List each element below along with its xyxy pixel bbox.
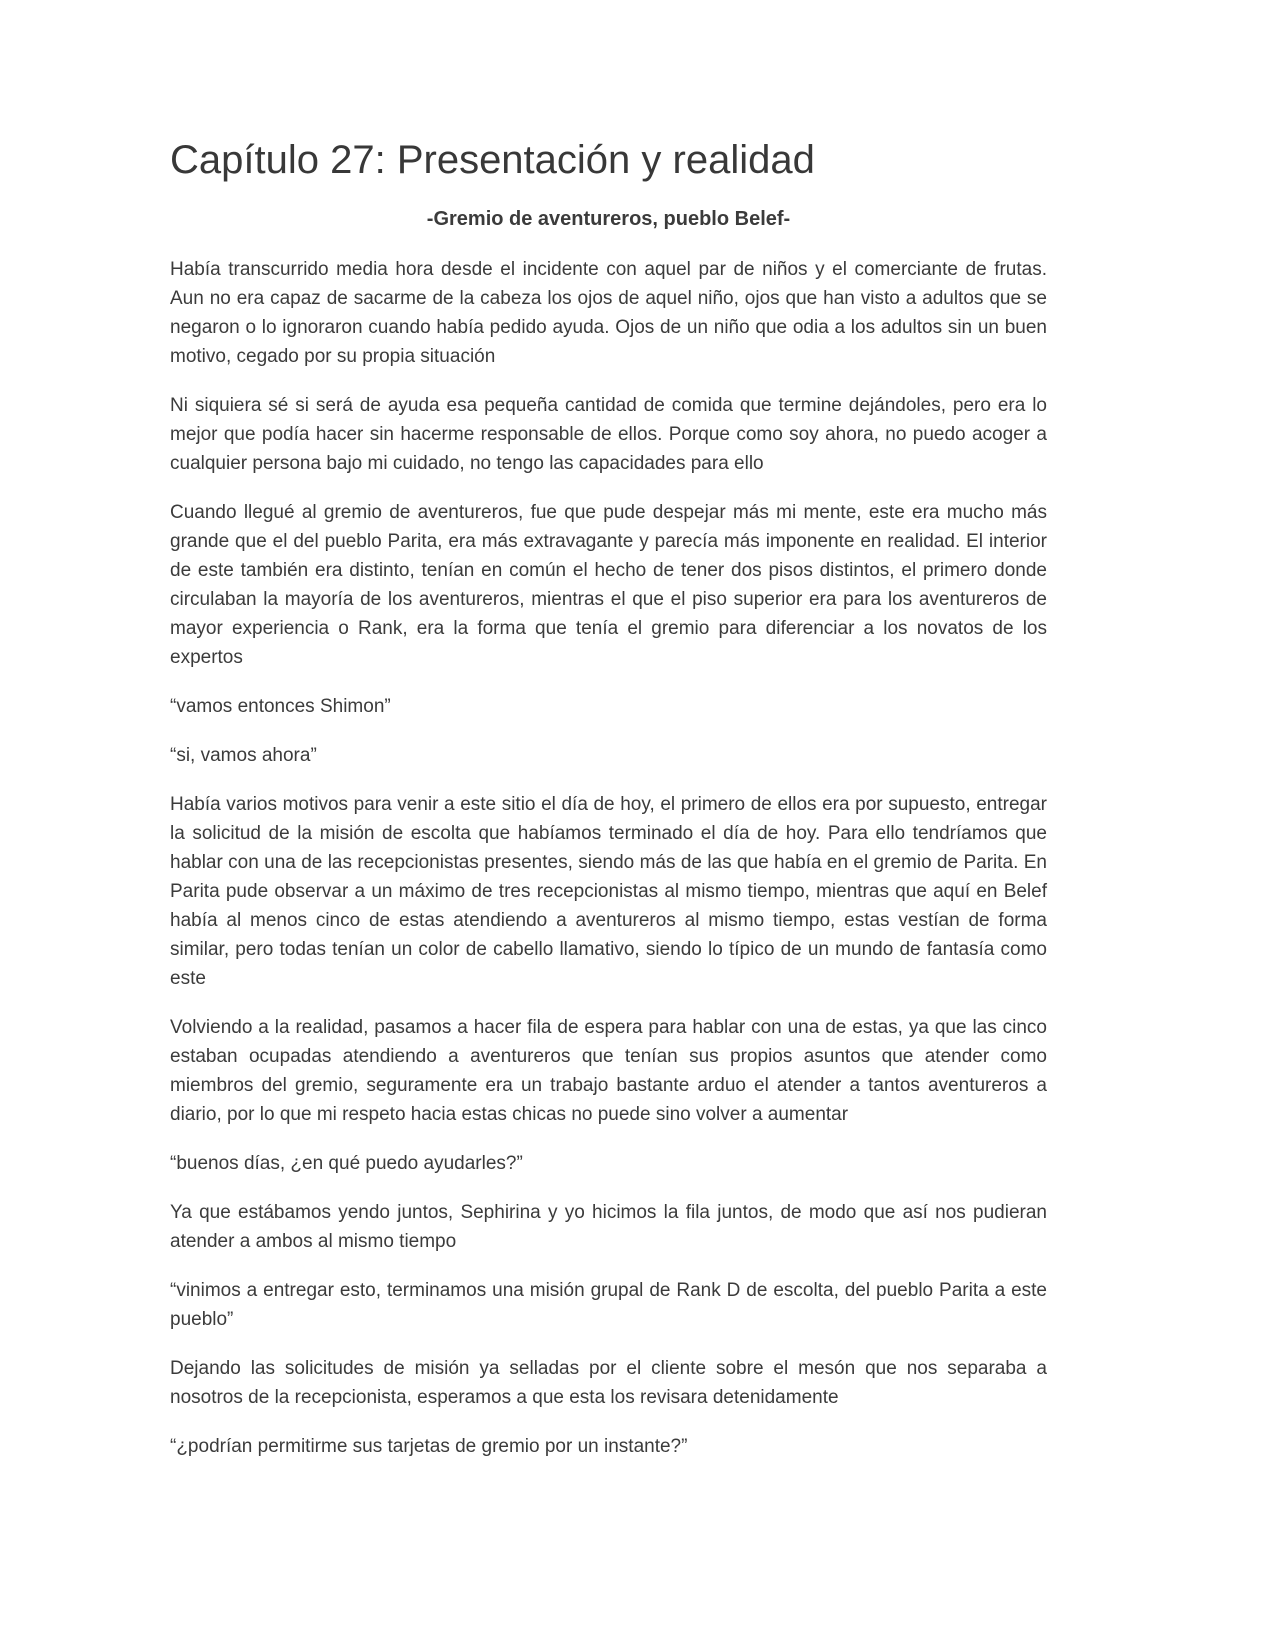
chapter-title: Capítulo 27: Presentación y realidad — [170, 138, 815, 182]
paragraph-dialogue: “vamos entonces Shimon” — [170, 696, 391, 717]
paragraph-narration: Cuando llegué al gremio de aventureros, fue que pude despejar más mi mente, este era mucho más grande que el del pueblo Parita, era más extravagante y parecía más imponente en realidad. El interior de este también era distinto, tenían en común el hecho de tener dos pisos distintos, el primero donde circulaban la mayoría de los aventureros, mientras el que el piso superior era para los aventureros de mayor experiencia o Rank, era la forma que tenía el gremio para diferenciar a los novatos de los expertos — [170, 502, 1047, 668]
paragraph-dialogue: “¿podrían permitirme sus tarjetas de gremio por un instante?” — [170, 1436, 688, 1457]
paragraph-dialogue: “vinimos a entregar esto, terminamos una misión grupal de Rank D de escolta, del pueblo Parita a este pueblo” — [170, 1280, 1047, 1330]
paragraph-narration: Había transcurrido media hora desde el incidente con aquel par de niños y el comerciante de frutas. Aun no era capaz de sacarme de la cabeza los ojos de aquel niño, ojos que han visto a adultos que se negaron o lo ignoraron cuando había pedido ayuda. Ojos de un niño que odia a los adultos sin un buen motivo, cegado por su propia situación — [170, 259, 1047, 367]
paragraph-dialogue: “si, vamos ahora” — [170, 745, 317, 766]
paragraph-narration: Volviendo a la realidad, pasamos a hacer fila de espera para hablar con una de estas, ya que las cinco estaban ocupadas atendiendo a aventureros que tenían sus propios asuntos que atender como miembros del gremio, seguramente era un trabajo bastante arduo el atender a tantos aventureros a diario, por lo que mi respeto hacia estas chicas no puede sino volver a aumentar — [170, 1017, 1047, 1125]
paragraph-narration: Había varios motivos para venir a este sitio el día de hoy, el primero de ellos era por supuesto, entregar la solicitud de la misión de escolta que habíamos terminado el día de hoy. Para ello tendríamos que hablar con una de las recepcionistas presentes, siendo más de las que había en el gremio de Parita. En Parita pude observar a un máximo de tres recepcionistas al mismo tiempo, mientras que aquí en Belef había al menos cinco de estas atendiendo a aventureros al mismo tiempo, estas vestían de forma similar, pero todas tenían un color de cabello llamativo, siendo lo típico de un mundo de fantasía como este — [170, 794, 1047, 989]
paragraph-dialogue: “buenos días, ¿en qué puedo ayudarles?” — [170, 1153, 523, 1174]
location-subtitle: -Gremio de aventureros, pueblo Belef- — [426, 208, 791, 230]
paragraph-narration: Ya que estábamos yendo juntos, Sephirina y yo hicimos la fila juntos, de modo que así nos pudieran atender a ambos al mismo tiempo — [170, 1202, 1047, 1252]
paragraph-narration: Ni siquiera sé si será de ayuda esa pequeña cantidad de comida que termine dejándoles, pero era lo mejor que podía hacer sin hacerme responsable de ellos. Porque como soy ahora, no puedo acoger a cualquier persona bajo mi cuidado, no tengo las capacidades para ello — [170, 395, 1047, 474]
paragraph-narration: Dejando las solicitudes de misión ya selladas por el cliente sobre el mesón que nos separaba a nosotros de la recepcionista, esperamos a que esta los revisara detenidamente — [170, 1358, 1047, 1408]
